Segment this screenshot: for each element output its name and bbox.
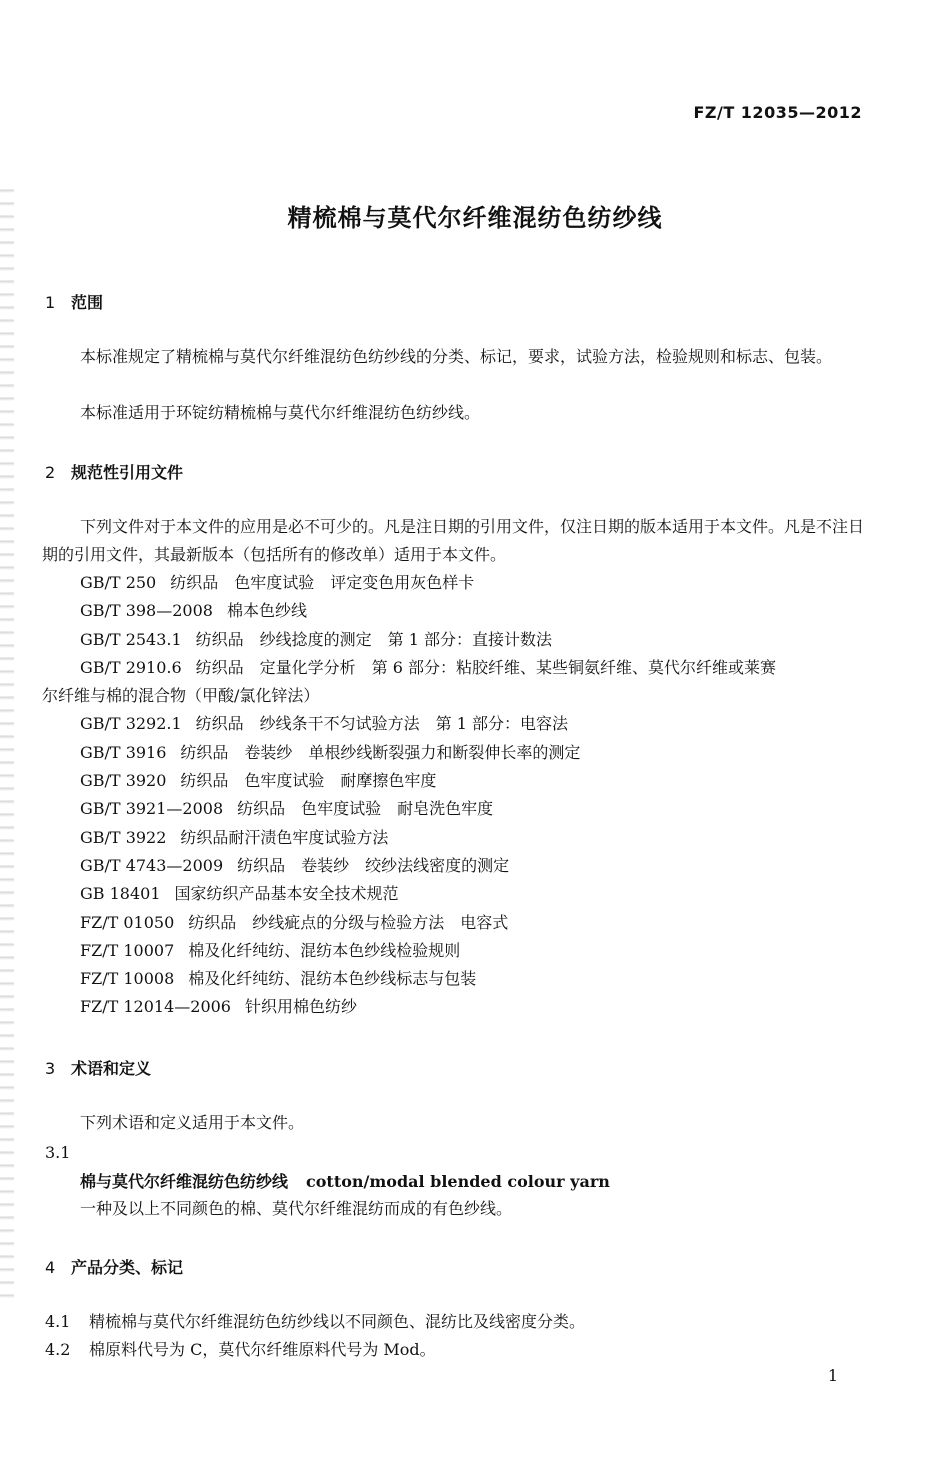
reference-item: GB/T 2910.6 纺织品 定量化学分析 第 6 部分：粘胶纤维、某些铜氨纤维、莫代尔纤维或莱赛 — [80, 657, 777, 677]
term-english: cotton/modal blended colour yarn — [306, 1172, 610, 1191]
references-intro: 下列文件对于本文件的应用是必不可少的。凡是注日期的引用文件，仅注日期的版本适用于本文件。凡是不注日期的引用文件，其最新版本（包括所有的修改单）适用于本文件。 — [42, 517, 865, 564]
reference-item: GB/T 3921—2008 纺织品 色牢度试验 耐皂洗色牢度 — [80, 799, 494, 819]
clause-item-text: 精梳棉与莫代尔纤维混纺色纺纱线以不同颜色、混纺比及线密度分类。 — [89, 1312, 586, 1331]
section-title: 术语和定义 — [71, 1059, 152, 1078]
scan-edge-artifact — [0, 180, 14, 1300]
reference-item: FZ/T 10008 棉及化纤纯纺、混纺本色纱线标志与包装 — [80, 969, 477, 989]
section-number: 1 — [45, 293, 56, 312]
clause-item-number: 4.2 — [45, 1340, 71, 1359]
section-title: 规范性引用文件 — [71, 463, 184, 482]
standard-code: FZ/T 12035—2012 — [693, 103, 862, 122]
section-1-heading — [45, 290, 103, 313]
reference-item: GB/T 398—2008 棉本色纱线 — [80, 601, 307, 621]
reference-item: GB/T 4743—2009 纺织品 卷装纱 绞纱法线密度的测定 — [80, 855, 510, 875]
reference-item: FZ/T 12014—2006 针织用棉色纺纱 — [80, 997, 357, 1017]
section-4-heading — [45, 1255, 183, 1278]
page-number: 1 — [827, 1366, 838, 1385]
section-number: 2 — [45, 463, 56, 482]
reference-item: GB/T 2543.1 纺织品 纱线捻度的测定 第 1 部分：直接计数法 — [80, 629, 553, 649]
term-entry — [80, 1169, 610, 1192]
clause-item — [45, 1309, 585, 1332]
term-definition: 一种及以上不同颜色的棉、莫代尔纤维混纺而成的有色纱线。 — [80, 1199, 513, 1218]
terms-intro: 下列术语和定义适用于本文件。 — [80, 1113, 305, 1132]
section-2-heading — [45, 460, 183, 483]
reference-item: GB/T 3922 纺织品耐汗渍色牢度试验方法 — [80, 827, 389, 847]
section-title: 产品分类、标记 — [71, 1258, 184, 1277]
clause-item-number: 4.1 — [45, 1312, 71, 1331]
clause-item — [45, 1337, 436, 1360]
section-title: 范围 — [71, 293, 104, 312]
section-number: 4 — [45, 1258, 56, 1277]
term-chinese: 棉与莫代尔纤维混纺色纺纱线 — [80, 1172, 289, 1191]
reference-item: GB/T 3916 纺织品 卷装纱 单根纱线断裂强力和断裂伸长率的测定 — [80, 742, 581, 762]
section-number: 3 — [45, 1059, 56, 1078]
reference-item: FZ/T 10007 棉及化纤纯纺、混纺本色纱线检验规则 — [80, 940, 461, 960]
reference-item: FZ/T 01050 纺织品 纱线疵点的分级与检验方法 电容式 — [80, 912, 509, 932]
document-title: 精梳棉与莫代尔纤维混纺色纺纱线 — [287, 204, 663, 232]
reference-item: GB/T 250 纺织品 色牢度试验 评定变色用灰色样卡 — [80, 573, 475, 592]
clause-number: 3.1 — [45, 1143, 71, 1162]
normative-references-list — [42, 569, 864, 1022]
reference-item: GB/T 3292.1 纺织品 纱线条干不匀试验方法 第 1 部分：电容法 — [80, 714, 569, 734]
section-3-heading — [45, 1056, 151, 1079]
scope-paragraph-2: 本标准适用于环锭纺精梳棉与莫代尔纤维混纺色纺纱线。 — [80, 403, 481, 422]
reference-item-continuation: 尔纤维与棉的混合物（甲酸/氯化锌法） — [42, 686, 320, 706]
scope-paragraph-1: 本标准规定了精梳棉与莫代尔纤维混纺色纺纱线的分类、标记，要求，试验方法，检验规则和标志、包装。 — [80, 347, 833, 366]
clause-item-text: 棉原料代号为 C，莫代尔纤维原料代号为 Mod。 — [89, 1340, 436, 1359]
reference-item: GB/T 3920 纺织品 色牢度试验 耐摩擦色牢度 — [80, 771, 437, 791]
reference-item: GB 18401 国家纺织产品基本安全技术规范 — [80, 884, 399, 904]
